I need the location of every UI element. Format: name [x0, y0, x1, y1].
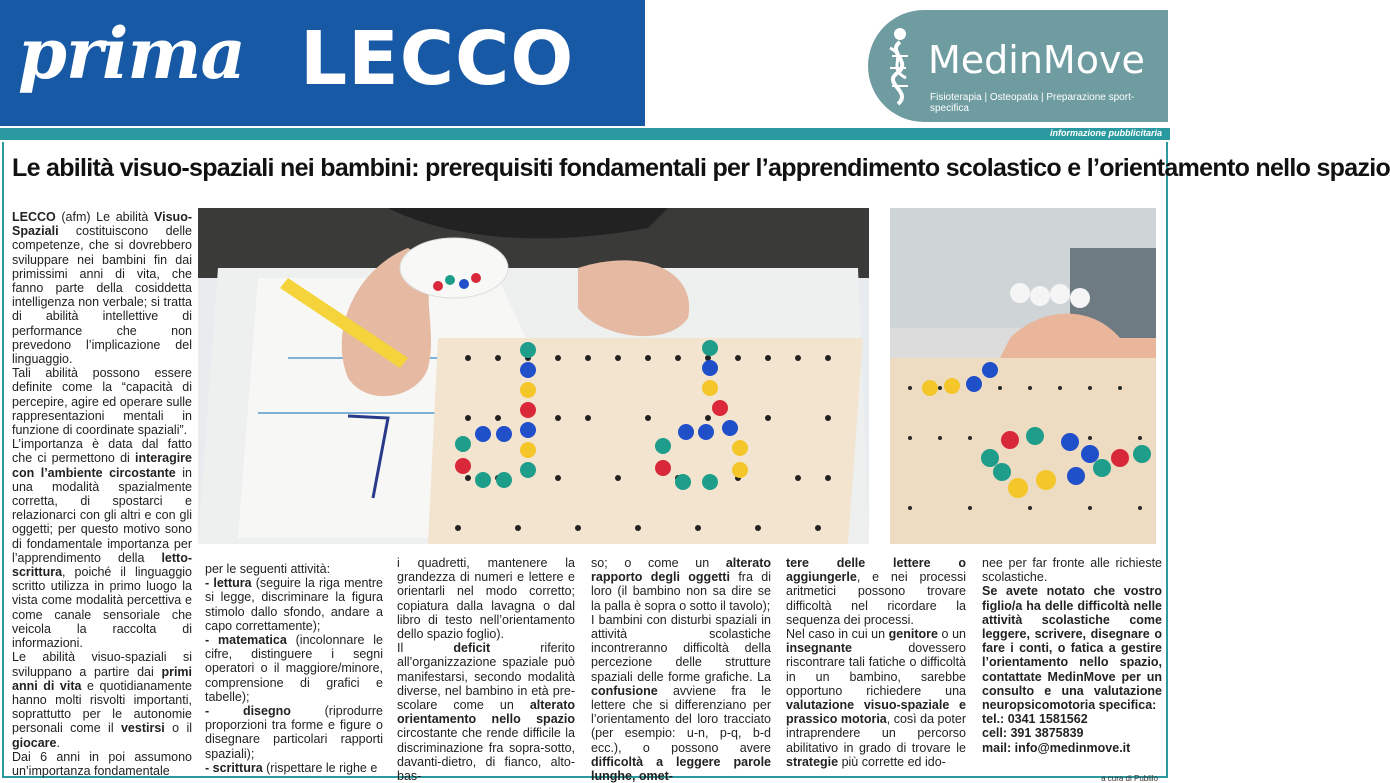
list-item	[205, 704, 383, 761]
medinmove-figure-icon	[878, 26, 928, 106]
text-bold: tere delle lettere o aggiungerle	[786, 556, 966, 585]
text: o un	[937, 627, 966, 642]
cell-number: cell: 391 3875839	[982, 726, 1084, 741]
text: circostante che rende difficile la discriminazione fra sopra-sotto, davanti-dietro, di fianco, alto-bas-	[397, 726, 575, 783]
paragraph	[786, 556, 966, 627]
paragraph: i quadretti, mantenere la grandezza di numeri e lettere e orientarli nel modo corretto; copiatura dalla lavagna o dal libro di testo nell’orientamento dello spazio foglio).	[397, 556, 575, 642]
masthead-prima: prima	[18, 12, 245, 95]
headline: Le abilità visuo-spaziali nei bambini: prerequisiti fondamentali per l’apprendimento scolastico e l’orientamento nello spazio	[12, 154, 1390, 182]
text: , così da poter intraprendere un percorso abilitativo in grado di trovare le	[786, 712, 966, 755]
paragraph	[786, 627, 966, 769]
text-bold: Visuo-Spaziali	[12, 210, 192, 239]
text-bold: - scrittura	[205, 760, 263, 775]
list-item	[205, 576, 383, 633]
text-bold: primi anni di vita	[12, 664, 192, 693]
text-bold: valutazione visuo-spaziale e prassico motoria	[786, 698, 966, 727]
masthead	[0, 0, 645, 126]
article-column-5	[786, 556, 966, 769]
text-bold: - disegno	[205, 704, 291, 719]
text: , e nei processi aritmetici possono trovare difficoltà nel ricordare la sequenza dei processi.	[786, 570, 966, 627]
text: più corrette ed ido-	[838, 754, 946, 769]
photo-hand-placing-pegs	[890, 208, 1156, 544]
text-bold: strategie	[786, 754, 839, 769]
text: (seguire la riga mentre si legge, discriminare la figura stimolo dallo sfondo, andare a capo correttamente);	[205, 576, 383, 633]
logo-tagline: Fisioterapia | Osteopatia | Preparazione sport-specifica	[930, 92, 1135, 114]
accent-strip	[0, 128, 1170, 140]
text: avviene fra le lettere che si differenziano per l’orientamento del loro tracciato (per esempio: u-n, p-q, b-d ecc.), o possono avere	[591, 683, 771, 755]
paragraph: Le abilità visuo-spaziali si sviluppano a partire dai primi anni di vita e quotidianamente hanno molti risvolti importanti, soprattutto per le autonomie personali come il vestirsi o il giocare.	[12, 650, 193, 750]
paragraph: Dai 6 anni in poi assumono un’importanza fondamentale	[12, 749, 192, 778]
text-bold: - lettura	[205, 576, 252, 591]
contact-mail	[982, 741, 1162, 755]
text: e quotidianamente hanno molti risvolti importanti, soprattutto per le autonomie personali come il	[12, 678, 192, 736]
text-bold: interagire con l’ambiente circostante	[12, 451, 192, 480]
text-bold: - matematica	[205, 633, 287, 648]
text-bold: giocare	[12, 735, 57, 750]
list-item	[205, 761, 383, 775]
masthead-lecco: LECCO	[300, 16, 575, 102]
paragraph: Tali abilità possono essere definite come la “capacità di percepire, agire ed operare sulle rappresentazioni mentali in funzione di coordinate spaziali”.	[12, 366, 192, 438]
article-column-6	[982, 556, 1162, 755]
contact-phone	[982, 712, 1162, 726]
logo-name: MedinMove	[928, 38, 1145, 82]
text-bold: Se avete notato che vostro figlio/a ha delle difficoltà nelle attività scolastiche come leggere, scrivere, disegnare o fare i conti, o fatica a gestire l’orientamento nello spazio, contattate MedinMove per un consulto e una valutazione neuropsicomotoria specifica:	[982, 584, 1162, 713]
text: riferito all’organizzazione spaziale può manifestarsi, secondo modalità diverse, nel bambino in età pre-scolare come un	[397, 641, 575, 713]
text-bold: alterato rapporto degli oggetti	[591, 556, 771, 585]
paragraph: nee per far fronte alle richieste scolastiche.	[982, 556, 1162, 585]
text-bold: difficoltà a leggere parole lunghe, omet-	[591, 754, 771, 783]
text: Il	[397, 641, 454, 656]
paragraph	[397, 641, 575, 783]
text: so; o come un	[591, 556, 726, 570]
info-label: informazione pubblicitaria	[1049, 128, 1162, 138]
article-column-4	[591, 556, 771, 783]
text-bold: confusione	[591, 683, 658, 698]
text: Nel caso in cui un	[786, 627, 889, 642]
text-bold: genitore	[888, 627, 938, 642]
text: I bambini con disturbi spaziali in attività scolastiche incontreranno difficoltà della percezione delle strutture spaziali delle forme grafiche. La	[591, 612, 771, 684]
text: (afm) Le abilità	[55, 210, 155, 224]
text: Le abilità visuo-spaziali si sviluppano a partire dai	[12, 650, 192, 679]
text-bold: alterato orientamento nello spazio	[397, 698, 575, 727]
dateline: LECCO	[12, 210, 56, 224]
photo-child-drawing-pegboard	[198, 208, 869, 544]
text-bold: insegnante	[786, 641, 852, 656]
text: (rispettare le righe e	[262, 760, 378, 775]
text: costituiscono delle competenze, che si dovrebbero sviluppare nei bambini fin dai primissimi anni di vita, che fanno parte della cosiddetta intelligenza non verbale; si tratta di abilità intellettive di performance che non prevedono l’implicazione del linguaggio.	[12, 224, 192, 367]
text: in una modalità spazialmente corretta, di spostarci e relazionarci con gli altri e con gli oggetti; per questo motivo sono di fondamentale importanza per l’apprendimento della	[12, 465, 193, 565]
contact-callout	[982, 584, 1162, 712]
text-bold: letto-scrittura	[12, 550, 192, 580]
text: , poiché il linguaggio scritto utilizza in primo luogo la vista come modalità percettiva e come canale sensoriale che veicola la raccolta di informazioni.	[12, 565, 192, 651]
email-address: mail: info@medinmove.it	[982, 740, 1131, 755]
text: L’importanza è data dal fatto che ci permettono di	[12, 437, 192, 466]
article-column-2	[205, 562, 383, 775]
text: fra di loro (il bambino non sa dire se la palla è sopra o sotto il tavolo);	[591, 570, 771, 613]
paragraph	[591, 613, 771, 783]
paragraph	[12, 437, 192, 650]
text: (riprodurre proporzioni tra forme e figure o disegnare particolari rapporti spaziali);	[205, 704, 383, 761]
phone-number: tel.: 0341 1581562	[982, 712, 1088, 727]
text: dovessero riscontrare tali fatiche o difficoltà in un bambino, sarebbe opportuno richiedere una	[786, 641, 966, 698]
text: o il	[164, 721, 193, 736]
contact-cell	[982, 726, 1162, 740]
list-item	[205, 633, 383, 704]
text-bold: deficit	[453, 641, 491, 656]
paragraph: per le seguenti attività:	[205, 562, 331, 576]
text-bold: vestirsi	[120, 721, 165, 736]
text: (incolonnare le cifre, distinguere i segni operatori o il maggiore/minore, comprensione di grafici e tabelle);	[205, 633, 383, 704]
paragraph	[12, 210, 192, 366]
article-column-3	[397, 556, 575, 783]
footer-credit: a cura di Publilo	[1101, 774, 1158, 783]
article-column-1	[12, 210, 192, 778]
paragraph	[591, 556, 771, 613]
